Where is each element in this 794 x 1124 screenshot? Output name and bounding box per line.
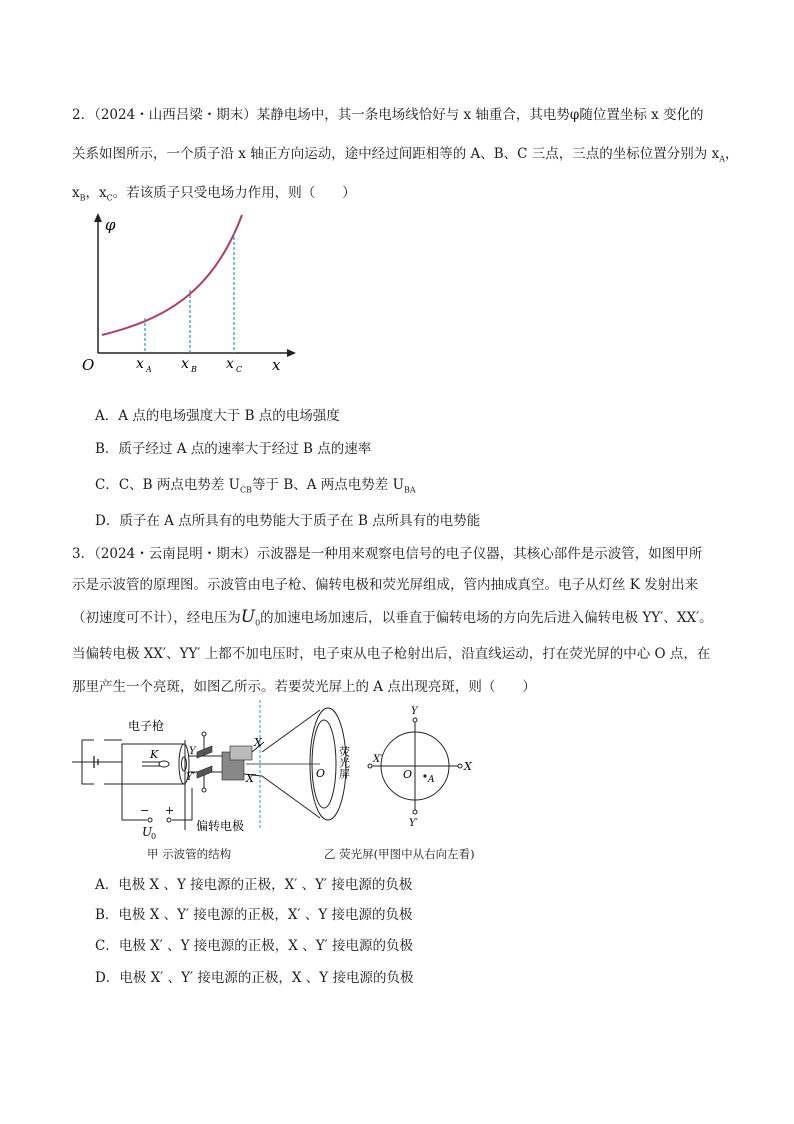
svg-text:X′: X′ [246,772,257,785]
oscilloscope-tube-figure [72,700,492,840]
tick-xa: x [136,356,144,372]
svg-text:−: − [140,804,150,817]
q3-stem-line5: 那里产生一个亮斑，如图乙所示。若要荧光屏上的 A 点出现亮斑，则（ ） [72,679,536,695]
q3-stem-line3: （初速度可不计），经电压为$U_0$的加速电场加速后，以垂直于偏转电场的方向先后进入偏转电极 YY′、XX′。 [72,607,713,628]
q2-stem-line3: $x_B$，$x_C$。若该质子只受电场力作用，则（ ） [72,185,356,203]
q2-stem-line1: 2．（2024・山西吕梁・期末）某静电场中，其一条电场线恰好与 x 轴重合，其电势φ随位置坐标 x 变化的 [72,107,704,123]
q3-option-b[interactable]: B．电极 X 、Y′ 接电源的正极，X′ 、Y 接电源的负极 [95,907,413,923]
q3-option-a[interactable]: A．电极 X 、Y 接电源的正极，X′ 、Y′ 接电源的负极 [95,877,413,893]
svg-text:U: U [142,825,153,839]
q3-stem-line2: 示是示波管的原理图。示波管由电子枪、偏转电极和荧光屏组成，管内抽成真空。电子从灯丝 K 发射出来 [72,577,699,593]
y-axis-label: φ [105,216,116,234]
svg-text:+: + [165,804,175,817]
svg-text:O: O [316,767,326,780]
svg-text:Y: Y [411,706,418,717]
q2-potential-graph [72,210,302,380]
x-axis-label: x [272,356,281,374]
tick-xb-sub: B [191,365,197,374]
tick-xc: x [226,356,234,372]
q3-stem-line4: 当偏转电极 XX′、YY′ 上都不加电压时，电子束从电子枪射出后，沿直线运动，打在荧光屏的中心 O 点，在 [72,646,711,662]
svg-text:X: X [254,736,262,749]
q2-option-d[interactable]: D．质子在 A 点所具有的电势能大于质子在 B 点所具有的电势能 [95,513,481,529]
tick-xc-sub: C [236,365,243,374]
svg-text:Y′: Y′ [186,772,195,783]
svg-text:O: O [403,768,413,781]
q3-option-c[interactable]: C．电极 X′ 、Y 接电源的正极，X 、Y′ 接电源的负极 [95,938,413,954]
deflect-label: 偏转电极 [196,819,245,833]
screen-label: 荧光屏 [337,746,351,779]
gun-label: 电子枪 [128,719,165,733]
fig-caption-jia: 甲 示波管的结构 [147,847,232,861]
fig-caption-yi: 乙 荧光屏(甲图中从右向左看) [324,847,475,861]
q3-option-d[interactable]: D．电极 X′ 、Y′ 接电源的正极，X 、Y 接电源的负极 [95,970,414,986]
svg-text:X: X [464,760,472,773]
tick-xb: x [181,356,189,372]
tick-xa-sub: A [146,365,152,374]
q3-stem-line1: 3．（2024・云南昆明・期末）示波器是一种用来观察电信号的电子仪器，其核心部件是示波管，如图甲所 [72,546,703,562]
svg-text:K: K [150,748,159,761]
origin-label: O [82,356,95,374]
q2-option-b[interactable]: B．质子经过 A 点的速率大于经过 B 点的速率 [95,441,372,457]
svg-text:X′: X′ [373,754,383,765]
svg-text:Y′: Y′ [409,818,418,829]
svg-text:A: A [428,775,435,785]
q2-stem-line2: 关系如图所示，一个质子沿 x 轴正方向运动，途中经过间距相等的 A、B、C 三点，三点的坐标位置分别为 $x_A$， [72,146,739,164]
q2-option-c[interactable]: C．C、B 两点电势差 $U_{CB}$等于 B、A 两点电势差 $U_{BA}$ [95,477,416,495]
svg-text:Y: Y [189,746,196,757]
svg-text:0: 0 [151,832,157,840]
spot-a-dot [423,774,426,777]
q2-option-a[interactable]: A．A 点的电场强度大于 B 点的电场强度 [95,408,340,424]
